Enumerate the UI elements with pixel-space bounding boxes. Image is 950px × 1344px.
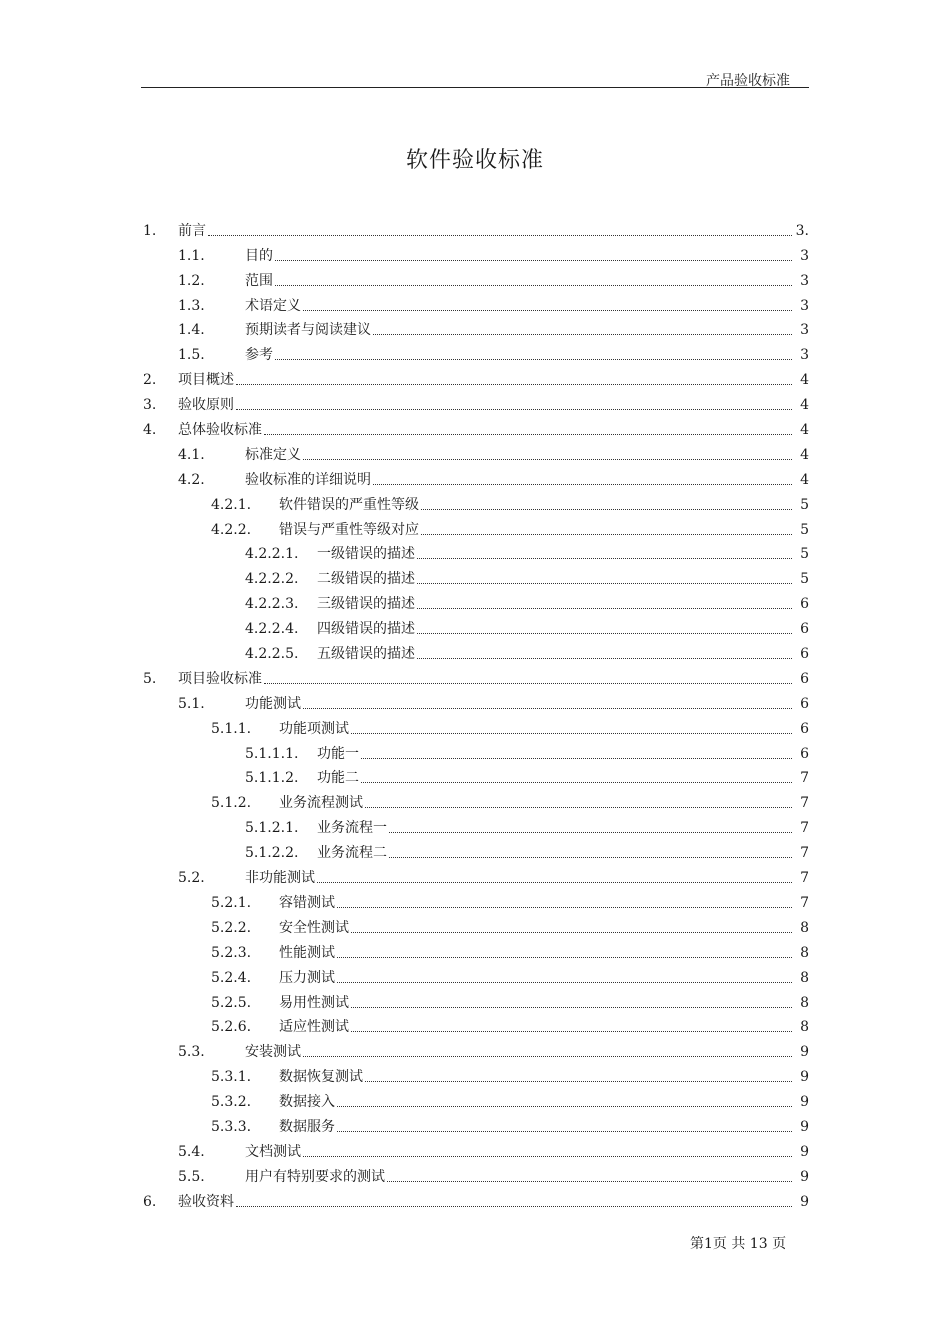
toc-dot-leader bbox=[351, 1006, 792, 1008]
toc-entry[interactable] bbox=[141, 787, 809, 812]
table-of-contents bbox=[141, 215, 809, 1211]
toc-dot-leader bbox=[303, 309, 792, 311]
toc-entry-page: 9 bbox=[800, 1193, 809, 1210]
toc-entry-number: 5.1. bbox=[178, 695, 205, 712]
toc-entry[interactable] bbox=[141, 364, 809, 389]
toc-dot-leader bbox=[337, 1105, 792, 1107]
toc-dot-leader bbox=[373, 483, 792, 485]
toc-entry-label: 业务流程二 bbox=[317, 845, 387, 862]
toc-dot-leader bbox=[361, 781, 792, 783]
toc-entry-number: 5.2.6. bbox=[211, 1019, 252, 1036]
toc-entry-label: 业务流程测试 bbox=[279, 795, 363, 812]
toc-entry-page: 6 bbox=[800, 670, 809, 687]
toc-entry[interactable] bbox=[141, 389, 809, 414]
toc-entry-number: 5.2.1. bbox=[211, 894, 252, 911]
toc-dot-leader bbox=[303, 1155, 792, 1157]
toc-entry[interactable] bbox=[141, 837, 809, 862]
toc-dot-leader bbox=[236, 1205, 792, 1207]
toc-entry-page: 7 bbox=[800, 870, 809, 887]
toc-entry-number: 5.3.1. bbox=[211, 1069, 252, 1086]
toc-entry-label: 项目概述 bbox=[178, 372, 234, 389]
toc-entry-label: 容错测试 bbox=[279, 894, 335, 911]
toc-entry-label: 易用性测试 bbox=[279, 994, 349, 1011]
toc-entry[interactable] bbox=[141, 339, 809, 364]
toc-dot-leader bbox=[361, 757, 792, 759]
toc-entry-number: 5.1.1. bbox=[211, 720, 252, 737]
toc-dot-leader bbox=[337, 906, 792, 908]
toc-entry[interactable] bbox=[141, 539, 809, 564]
toc-entry-label: 非功能测试 bbox=[245, 870, 315, 887]
toc-entry-page: 7 bbox=[800, 820, 809, 837]
toc-entry-page: 3 bbox=[800, 272, 809, 289]
toc-dot-leader bbox=[337, 956, 792, 958]
toc-entry[interactable] bbox=[141, 663, 809, 688]
toc-entry[interactable] bbox=[141, 638, 809, 663]
toc-dot-leader bbox=[351, 931, 792, 933]
toc-dot-leader bbox=[264, 682, 792, 684]
toc-entry-number: 1.1. bbox=[178, 247, 205, 264]
toc-entry[interactable] bbox=[141, 514, 809, 539]
toc-entry-page: 9 bbox=[800, 1118, 809, 1135]
toc-entry-page: 4 bbox=[800, 422, 809, 439]
toc-dot-leader bbox=[373, 333, 792, 335]
toc-entry-number: 5.2. bbox=[178, 870, 205, 887]
toc-entry-label: 适应性测试 bbox=[279, 1019, 349, 1036]
toc-entry[interactable] bbox=[141, 290, 809, 315]
toc-entry-label: 错误与严重性等级对应 bbox=[279, 521, 419, 538]
toc-entry-page: 3. bbox=[795, 222, 809, 239]
toc-entry-page: 7 bbox=[800, 845, 809, 862]
toc-entry-page: 6 bbox=[800, 596, 809, 613]
toc-entry-number: 4.2.2.3. bbox=[245, 596, 299, 613]
toc-entry-page: 3 bbox=[800, 297, 809, 314]
toc-entry-label: 标准定义 bbox=[245, 446, 301, 463]
toc-entry[interactable] bbox=[141, 812, 809, 837]
toc-entry-page: 5 bbox=[800, 546, 809, 563]
toc-entry-page: 5 bbox=[800, 496, 809, 513]
toc-entry-number: 1.5. bbox=[178, 347, 205, 364]
toc-entry[interactable] bbox=[141, 738, 809, 763]
toc-entry-number: 5.3. bbox=[178, 1044, 205, 1061]
toc-entry-page: 7 bbox=[800, 894, 809, 911]
page-footer: 第1页 共 13 页 bbox=[690, 1236, 787, 1252]
toc-entry-number: 4. bbox=[143, 422, 157, 439]
toc-entry-label: 用户有特别要求的测试 bbox=[245, 1168, 385, 1185]
toc-entry[interactable] bbox=[141, 887, 809, 912]
toc-entry-number: 1.2. bbox=[178, 272, 205, 289]
toc-entry-label: 数据恢复测试 bbox=[279, 1069, 363, 1086]
toc-entry[interactable] bbox=[141, 215, 809, 240]
toc-entry-label: 数据接入 bbox=[279, 1094, 335, 1111]
toc-entry-page: 9 bbox=[800, 1143, 809, 1160]
toc-entry-number: 5.1.2.1. bbox=[245, 820, 299, 837]
toc-entry-number: 5.2.3. bbox=[211, 944, 252, 961]
toc-entry-number: 2. bbox=[143, 372, 157, 389]
toc-entry-page: 8 bbox=[800, 994, 809, 1011]
toc-dot-leader bbox=[417, 582, 792, 584]
toc-entry-label: 功能测试 bbox=[245, 695, 301, 712]
toc-entry[interactable] bbox=[141, 240, 809, 265]
toc-entry-label: 文档测试 bbox=[245, 1143, 301, 1160]
toc-entry-page: 3 bbox=[800, 247, 809, 264]
toc-entry-number: 5.4. bbox=[178, 1143, 205, 1160]
toc-entry-number: 4.2.2.2. bbox=[245, 571, 299, 588]
toc-entry-label: 功能二 bbox=[317, 770, 359, 787]
toc-entry-page: 4 bbox=[800, 397, 809, 414]
toc-dot-leader bbox=[351, 732, 792, 734]
toc-entry-label: 验收资料 bbox=[178, 1193, 234, 1210]
toc-entry-label: 验收原则 bbox=[178, 397, 234, 414]
toc-entry[interactable] bbox=[141, 563, 809, 588]
toc-entry-page: 3 bbox=[800, 322, 809, 339]
toc-dot-leader bbox=[275, 284, 792, 286]
toc-entry-label: 范围 bbox=[245, 272, 273, 289]
header-rule bbox=[141, 87, 809, 88]
toc-entry[interactable] bbox=[141, 464, 809, 489]
toc-entry[interactable] bbox=[141, 1012, 809, 1037]
toc-dot-leader bbox=[275, 358, 792, 360]
toc-entry-label: 一级错误的描述 bbox=[317, 546, 415, 563]
toc-dot-leader bbox=[387, 1180, 792, 1182]
toc-entry-page: 8 bbox=[800, 1019, 809, 1036]
toc-entry-number: 1.4. bbox=[178, 322, 205, 339]
toc-entry[interactable] bbox=[141, 414, 809, 439]
toc-entry[interactable] bbox=[141, 588, 809, 613]
toc-dot-leader bbox=[337, 981, 792, 983]
toc-entry[interactable] bbox=[141, 862, 809, 887]
toc-dot-leader bbox=[303, 1055, 792, 1057]
toc-entry-page: 7 bbox=[800, 795, 809, 812]
toc-dot-leader bbox=[417, 657, 792, 659]
toc-entry[interactable] bbox=[141, 1061, 809, 1086]
toc-entry-number: 5.1.1.2. bbox=[245, 770, 299, 787]
toc-entry-label: 软件错误的严重性等级 bbox=[279, 496, 419, 513]
toc-entry-number: 4.2.2.5. bbox=[245, 646, 299, 663]
toc-entry-page: 9 bbox=[800, 1069, 809, 1086]
toc-entry-page: 9 bbox=[800, 1044, 809, 1061]
toc-entry[interactable] bbox=[141, 763, 809, 788]
toc-entry[interactable] bbox=[141, 1036, 809, 1061]
toc-entry[interactable] bbox=[141, 489, 809, 514]
toc-dot-leader bbox=[317, 881, 792, 883]
toc-entry-page: 4 bbox=[800, 446, 809, 463]
page-header: 产品验收标准 bbox=[706, 73, 790, 89]
toc-entry-label: 二级错误的描述 bbox=[317, 571, 415, 588]
toc-entry-label: 安装测试 bbox=[245, 1044, 301, 1061]
toc-entry[interactable] bbox=[141, 962, 809, 987]
toc-entry-number: 5. bbox=[143, 670, 157, 687]
document-title: 软件验收标准 bbox=[405, 148, 544, 173]
toc-entry-page: 8 bbox=[800, 919, 809, 936]
toc-dot-leader bbox=[417, 607, 792, 609]
toc-dot-leader bbox=[303, 707, 792, 709]
toc-entry-number: 1.3. bbox=[178, 297, 205, 314]
toc-dot-leader bbox=[365, 806, 792, 808]
toc-dot-leader bbox=[303, 458, 792, 460]
toc-entry-label: 术语定义 bbox=[245, 297, 301, 314]
toc-entry-label: 五级错误的描述 bbox=[317, 646, 415, 663]
toc-entry-page: 9 bbox=[800, 1168, 809, 1185]
toc-entry[interactable] bbox=[141, 1186, 809, 1211]
toc-entry-page: 6 bbox=[800, 646, 809, 663]
toc-dot-leader bbox=[351, 1030, 792, 1032]
toc-entry-label: 业务流程一 bbox=[317, 820, 387, 837]
toc-entry-page: 6 bbox=[800, 720, 809, 737]
toc-entry[interactable] bbox=[141, 937, 809, 962]
toc-entry-label: 功能一 bbox=[317, 745, 359, 762]
toc-entry-number: 5.5. bbox=[178, 1168, 205, 1185]
toc-entry[interactable] bbox=[141, 912, 809, 937]
toc-entry-label: 总体验收标准 bbox=[178, 422, 262, 439]
toc-entry-number: 5.3.3. bbox=[211, 1118, 252, 1135]
toc-entry-number: 1. bbox=[143, 222, 157, 239]
toc-entry[interactable] bbox=[141, 688, 809, 713]
toc-dot-leader bbox=[417, 632, 792, 634]
toc-entry-page: 9 bbox=[800, 1094, 809, 1111]
toc-dot-leader bbox=[389, 856, 792, 858]
toc-entry-page: 6 bbox=[800, 695, 809, 712]
toc-entry-number: 4.2.2.4. bbox=[245, 621, 299, 638]
toc-entry-number: 5.2.4. bbox=[211, 969, 252, 986]
toc-entry-number: 3. bbox=[143, 397, 157, 414]
toc-entry-page: 6 bbox=[800, 621, 809, 638]
toc-entry-number: 5.1.2.2. bbox=[245, 845, 299, 862]
toc-dot-leader bbox=[208, 234, 792, 236]
toc-entry-label: 四级错误的描述 bbox=[317, 621, 415, 638]
toc-entry-page: 5 bbox=[800, 521, 809, 538]
toc-dot-leader bbox=[236, 383, 792, 385]
toc-entry-label: 压力测试 bbox=[279, 969, 335, 986]
toc-entry-page: 3 bbox=[800, 347, 809, 364]
toc-entry-label: 安全性测试 bbox=[279, 919, 349, 936]
toc-dot-leader bbox=[365, 1080, 792, 1082]
toc-entry-page: 8 bbox=[800, 944, 809, 961]
toc-entry-number: 5.2.5. bbox=[211, 994, 252, 1011]
toc-entry[interactable] bbox=[141, 315, 809, 340]
toc-dot-leader bbox=[337, 1130, 792, 1132]
toc-entry-number: 6. bbox=[143, 1193, 157, 1210]
toc-entry-number: 5.1.1.1. bbox=[245, 745, 299, 762]
toc-entry[interactable] bbox=[141, 1086, 809, 1111]
toc-entry-number: 5.2.2. bbox=[211, 919, 252, 936]
toc-entry-page: 7 bbox=[800, 770, 809, 787]
toc-entry-number: 4.2.1. bbox=[211, 496, 252, 513]
toc-entry-number: 4.2. bbox=[178, 471, 205, 488]
toc-entry[interactable] bbox=[141, 265, 809, 290]
toc-entry-number: 4.2.2. bbox=[211, 521, 252, 538]
toc-entry-number: 5.3.2. bbox=[211, 1094, 252, 1111]
toc-entry-label: 前言 bbox=[178, 222, 206, 239]
toc-dot-leader bbox=[421, 533, 792, 535]
toc-entry-label: 数据服务 bbox=[279, 1118, 335, 1135]
toc-entry[interactable] bbox=[141, 1161, 809, 1186]
toc-entry-label: 三级错误的描述 bbox=[317, 596, 415, 613]
toc-entry[interactable] bbox=[141, 1111, 809, 1136]
toc-entry-page: 4 bbox=[800, 471, 809, 488]
toc-entry-page: 4 bbox=[800, 372, 809, 389]
toc-dot-leader bbox=[389, 831, 792, 833]
toc-entry-page: 8 bbox=[800, 969, 809, 986]
toc-entry[interactable] bbox=[141, 613, 809, 638]
toc-entry[interactable] bbox=[141, 987, 809, 1012]
toc-entry-label: 功能项测试 bbox=[279, 720, 349, 737]
toc-dot-leader bbox=[421, 508, 792, 510]
toc-entry-label: 预期读者与阅读建议 bbox=[245, 322, 371, 339]
toc-entry-page: 6 bbox=[800, 745, 809, 762]
toc-entry[interactable] bbox=[141, 713, 809, 738]
toc-entry[interactable] bbox=[141, 1136, 809, 1161]
toc-dot-leader bbox=[264, 433, 792, 435]
toc-entry-label: 目的 bbox=[245, 247, 273, 264]
toc-entry-label: 验收标准的详细说明 bbox=[245, 471, 371, 488]
toc-entry-label: 性能测试 bbox=[279, 944, 335, 961]
toc-entry-page: 5 bbox=[800, 571, 809, 588]
toc-entry-number: 5.1.2. bbox=[211, 795, 252, 812]
toc-entry-label: 参考 bbox=[245, 347, 273, 364]
toc-entry-label: 项目验收标准 bbox=[178, 670, 262, 687]
toc-dot-leader bbox=[417, 557, 792, 559]
toc-entry-number: 4.1. bbox=[178, 446, 205, 463]
toc-entry-number: 4.2.2.1. bbox=[245, 546, 299, 563]
toc-dot-leader bbox=[236, 408, 792, 410]
toc-entry[interactable] bbox=[141, 439, 809, 464]
toc-dot-leader bbox=[275, 259, 792, 261]
